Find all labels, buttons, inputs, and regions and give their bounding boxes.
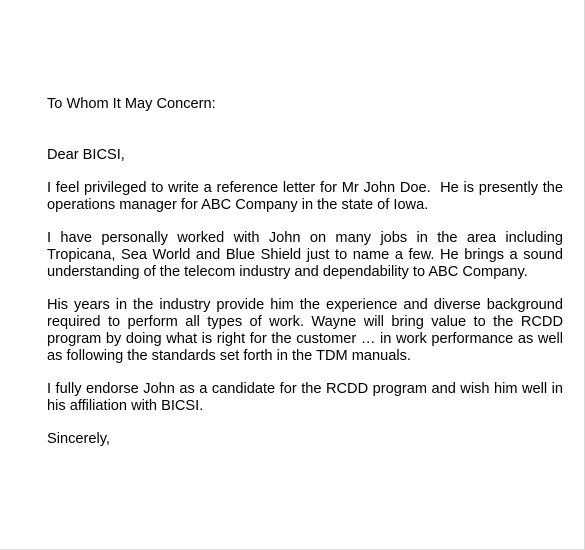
greeting-line: Dear BICSI,: [47, 147, 125, 163]
paragraph-qualifications: His years in the industry provide him the experience and diverse background required to perform all types of work. Wayne will bring value to the RCDD program by doing what is right for the customer … in work performance as well as following the standards set forth in the TDM manuals.: [47, 297, 563, 364]
paragraph-intro: I feel privileged to write a reference letter for Mr John Doe. He is presently the operations manager for ABC Company in the state of Iowa.: [47, 180, 568, 213]
recipient-line: To Whom It May Concern:: [47, 96, 216, 112]
paragraph-endorsement: I fully endorse John as a candidate for the RCDD program and wish him well in his affiliation with BICSI.: [47, 381, 563, 414]
paragraph-experience: I have personally worked with John on many jobs in the area including Tropicana, Sea World and Blue Shield just to name a few. He brings a sound understanding of the telecom industry and dependability to ABC Company.: [47, 230, 563, 280]
closing-line: Sincerely,: [47, 431, 110, 447]
reference-letter: [47, 96, 568, 448]
